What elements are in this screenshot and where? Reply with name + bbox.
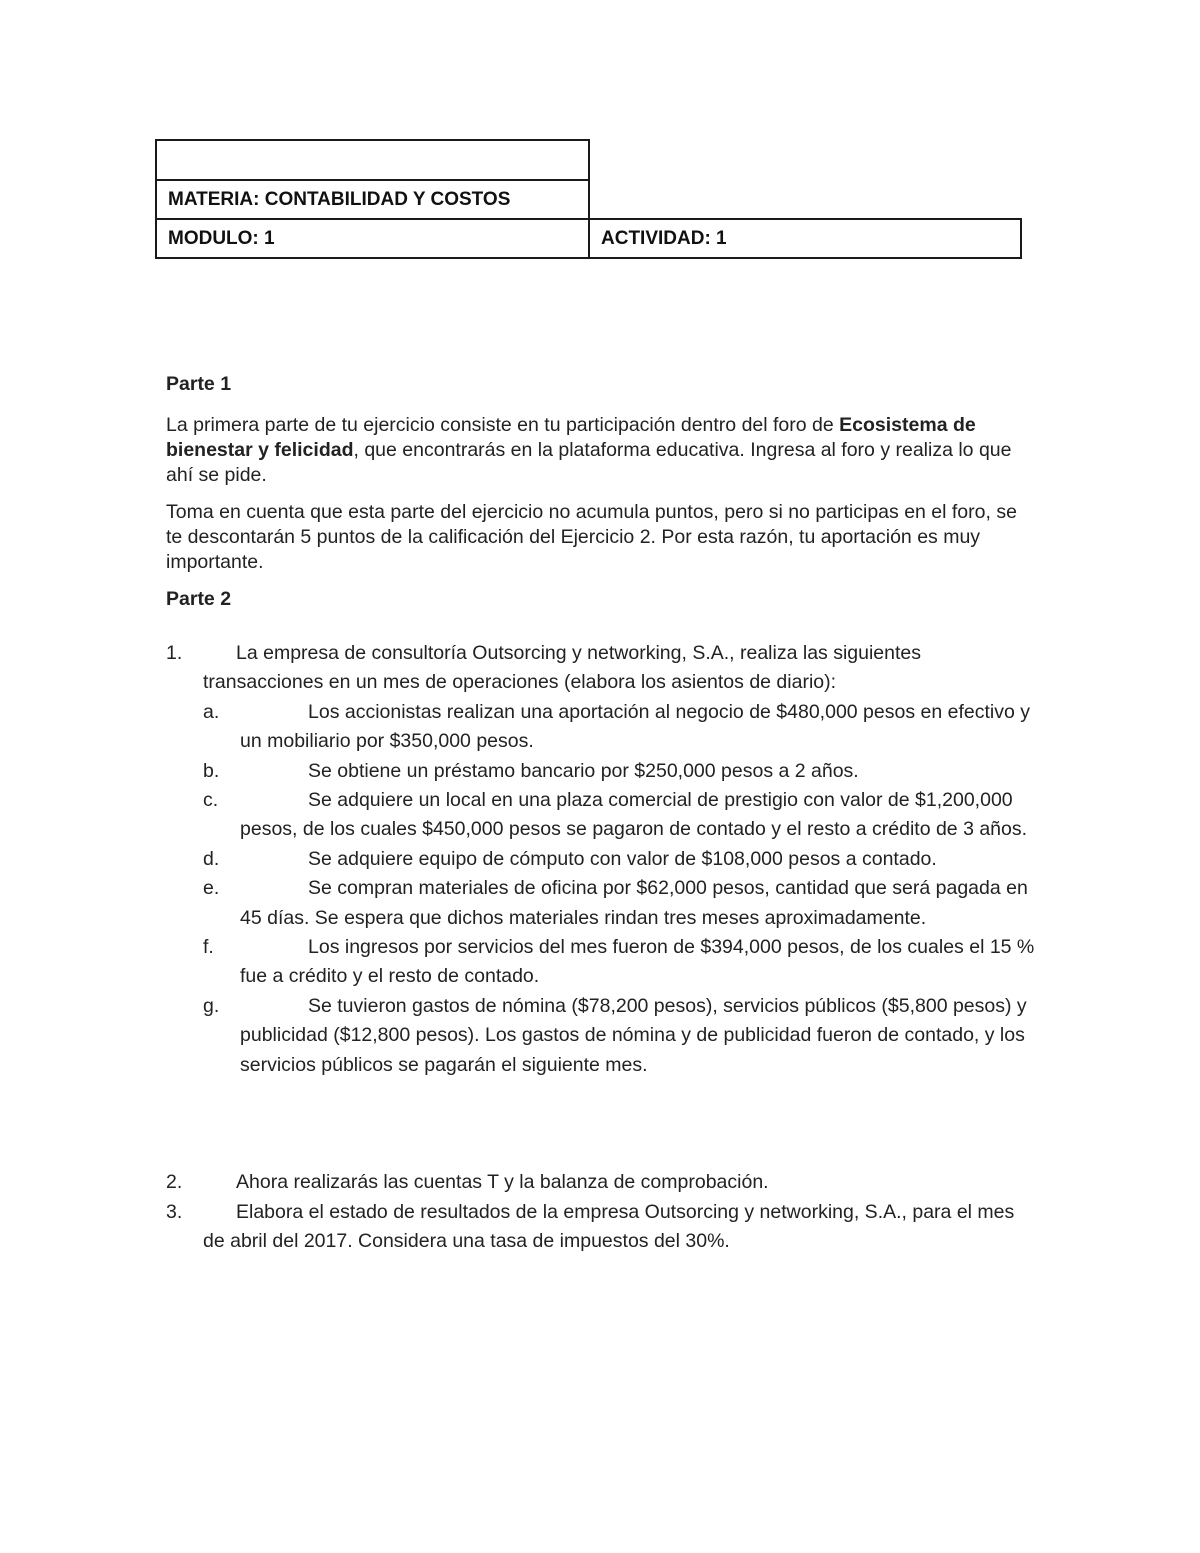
list-item-3 (166, 1198, 1036, 1257)
parte1-p1-bold: Ecosistema de bienestar y felicidad (166, 414, 976, 461)
list-item-1 (166, 639, 1036, 698)
list-item-number: 2. (166, 1171, 183, 1194)
sub-item-letter: e. (203, 877, 220, 900)
header-top-cell (155, 139, 590, 181)
actividad-cell: ACTIVIDAD: 1 (588, 218, 1022, 259)
sub-item-text: Se tuvieron gastos de nómina ($78,200 pesos), servicios públicos ($5,800 pesos) y publicidad ($12,800 pesos). Los gastos de nómina y de publicidad fueron de contado, y los servicios públicos se pagarán el siguiente mes. (240, 994, 1027, 1076)
sub-item-f (166, 933, 1036, 992)
sub-item-c (166, 786, 1036, 845)
sub-item-text: Se obtiene un préstamo bancario por $250,000 pesos a 2 años. (308, 759, 859, 782)
sub-item-g (166, 992, 1036, 1080)
sub-item-text: Los ingresos por servicios del mes fueron de $394,000 pesos, de los cuales el 15 % fue a crédito y el resto de contado. (240, 936, 1035, 988)
sub-item-text: Se compran materiales de oficina por $62,000 pesos, cantidad que será pagada en 45 días. Se espera que dichos materiales rindan tres meses aproximadamente. (240, 877, 1028, 929)
sub-item-letter: b. (203, 759, 220, 782)
parte1-p1-before: La primera parte de tu ejercicio consiste en tu participación dentro del foro de (166, 414, 840, 436)
parte1-p1-after: , que encontrarás en la plataforma educativa. Ingresa al foro y realiza lo que ahí se pide. (166, 439, 1012, 486)
document-body (166, 372, 1036, 1256)
sub-item-text: Los accionistas realizan una aportación al negocio de $480,000 pesos en efectivo y un mobiliario por $350,000 pesos. (240, 700, 1030, 753)
parte2-list (166, 639, 1036, 1256)
sub-item-text: Se adquiere equipo de cómputo con valor de $108,000 pesos a contado. (308, 847, 937, 870)
sub-item-b (166, 757, 1036, 786)
parte1-title: Parte 1 (166, 373, 232, 395)
list-item-number: 1. (166, 642, 183, 664)
sub-item-text: Se adquiere un local en una plaza comercial de prestigio con valor de $1,200,000 pesos, de los cuales $450,000 pesos se pagaron de contado y el resto a crédito de 3 años. (240, 789, 1028, 841)
list-item-2 (166, 1168, 1036, 1197)
sub-item-d (166, 845, 1036, 874)
list-item-text: Ahora realizarás las cuentas T y la balanza de comprobación. (236, 1171, 769, 1194)
parte1-paragraph-2: Toma en cuenta que esta parte del ejercicio no acumula puntos, pero si no participas en el foro, se te descontarán 5 puntos de la calificación del Ejercicio 2. Por esta razón, tu aportación es muy importante. (166, 501, 1017, 573)
header-table (155, 139, 1022, 259)
list-item-text: Elabora el estado de resultados de la empresa Outsorcing y networking, S.A., para el mes de abril del 2017. Considera una tasa de impuestos del 30%. (203, 1200, 1015, 1252)
list-item-number: 3. (166, 1200, 183, 1223)
sub-item-letter: g. (203, 994, 220, 1017)
sub-item-a (166, 698, 1036, 757)
parte1-paragraph-1 (166, 413, 1036, 488)
modulo-cell: MODULO: 1 (155, 218, 590, 259)
sub-item-letter: c. (203, 789, 219, 812)
materia-cell: MATERIA: CONTABILIDAD Y COSTOS (155, 179, 590, 220)
sub-item-letter: a. (203, 700, 220, 723)
sub-item-e (166, 874, 1036, 933)
sub-item-letter: f. (203, 936, 214, 959)
sub-item-letter: d. (203, 847, 220, 870)
parte2-title: Parte 2 (166, 588, 232, 610)
list-item-text: La empresa de consultoría Outsorcing y networking, S.A., realiza las siguientes transacciones en un mes de operaciones (elabora los asientos de diario): (203, 642, 922, 694)
